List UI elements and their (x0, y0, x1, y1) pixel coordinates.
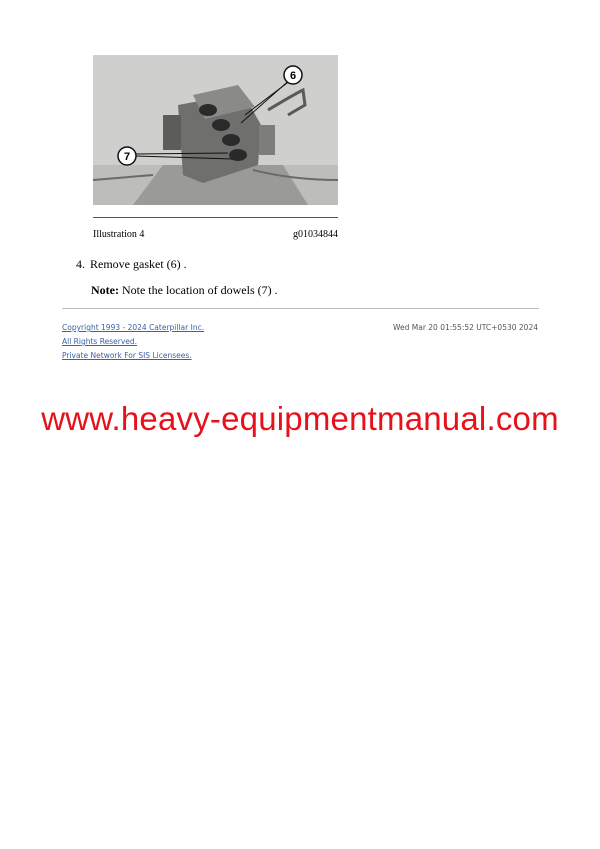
note-text: Note the location of dowels (7) . (121, 283, 278, 297)
figure-divider (93, 217, 338, 218)
callout-7 (118, 147, 136, 165)
step-text: Remove gasket (6) . (90, 257, 187, 271)
note-paragraph (91, 283, 278, 298)
step-number: 4. (76, 257, 85, 271)
callout-7-label: 7 (123, 151, 131, 163)
rights-link[interactable]: All Rights Reserved. (62, 337, 138, 346)
illustration-id: g01034844 (293, 229, 338, 240)
watermark-url: www.heavy-equipmentmanual.com (41, 400, 559, 437)
engine-block-illustration (93, 55, 338, 205)
copyright-link[interactable]: Copyright 1993 - 2024 Caterpillar Inc. (62, 323, 205, 332)
timestamp: Wed Mar 20 01:55:52 UTC+0530 2024 (393, 323, 538, 332)
engine-block-photo (93, 55, 338, 205)
step-item (76, 257, 187, 272)
footer-divider (62, 308, 539, 309)
note-label: Note: (91, 283, 119, 297)
illustration-caption: Illustration 4 (93, 229, 145, 240)
callout-6 (284, 66, 302, 84)
callout-6-label: 6 (289, 70, 297, 82)
private-network-link[interactable]: Private Network For SIS Licensees. (62, 351, 192, 360)
